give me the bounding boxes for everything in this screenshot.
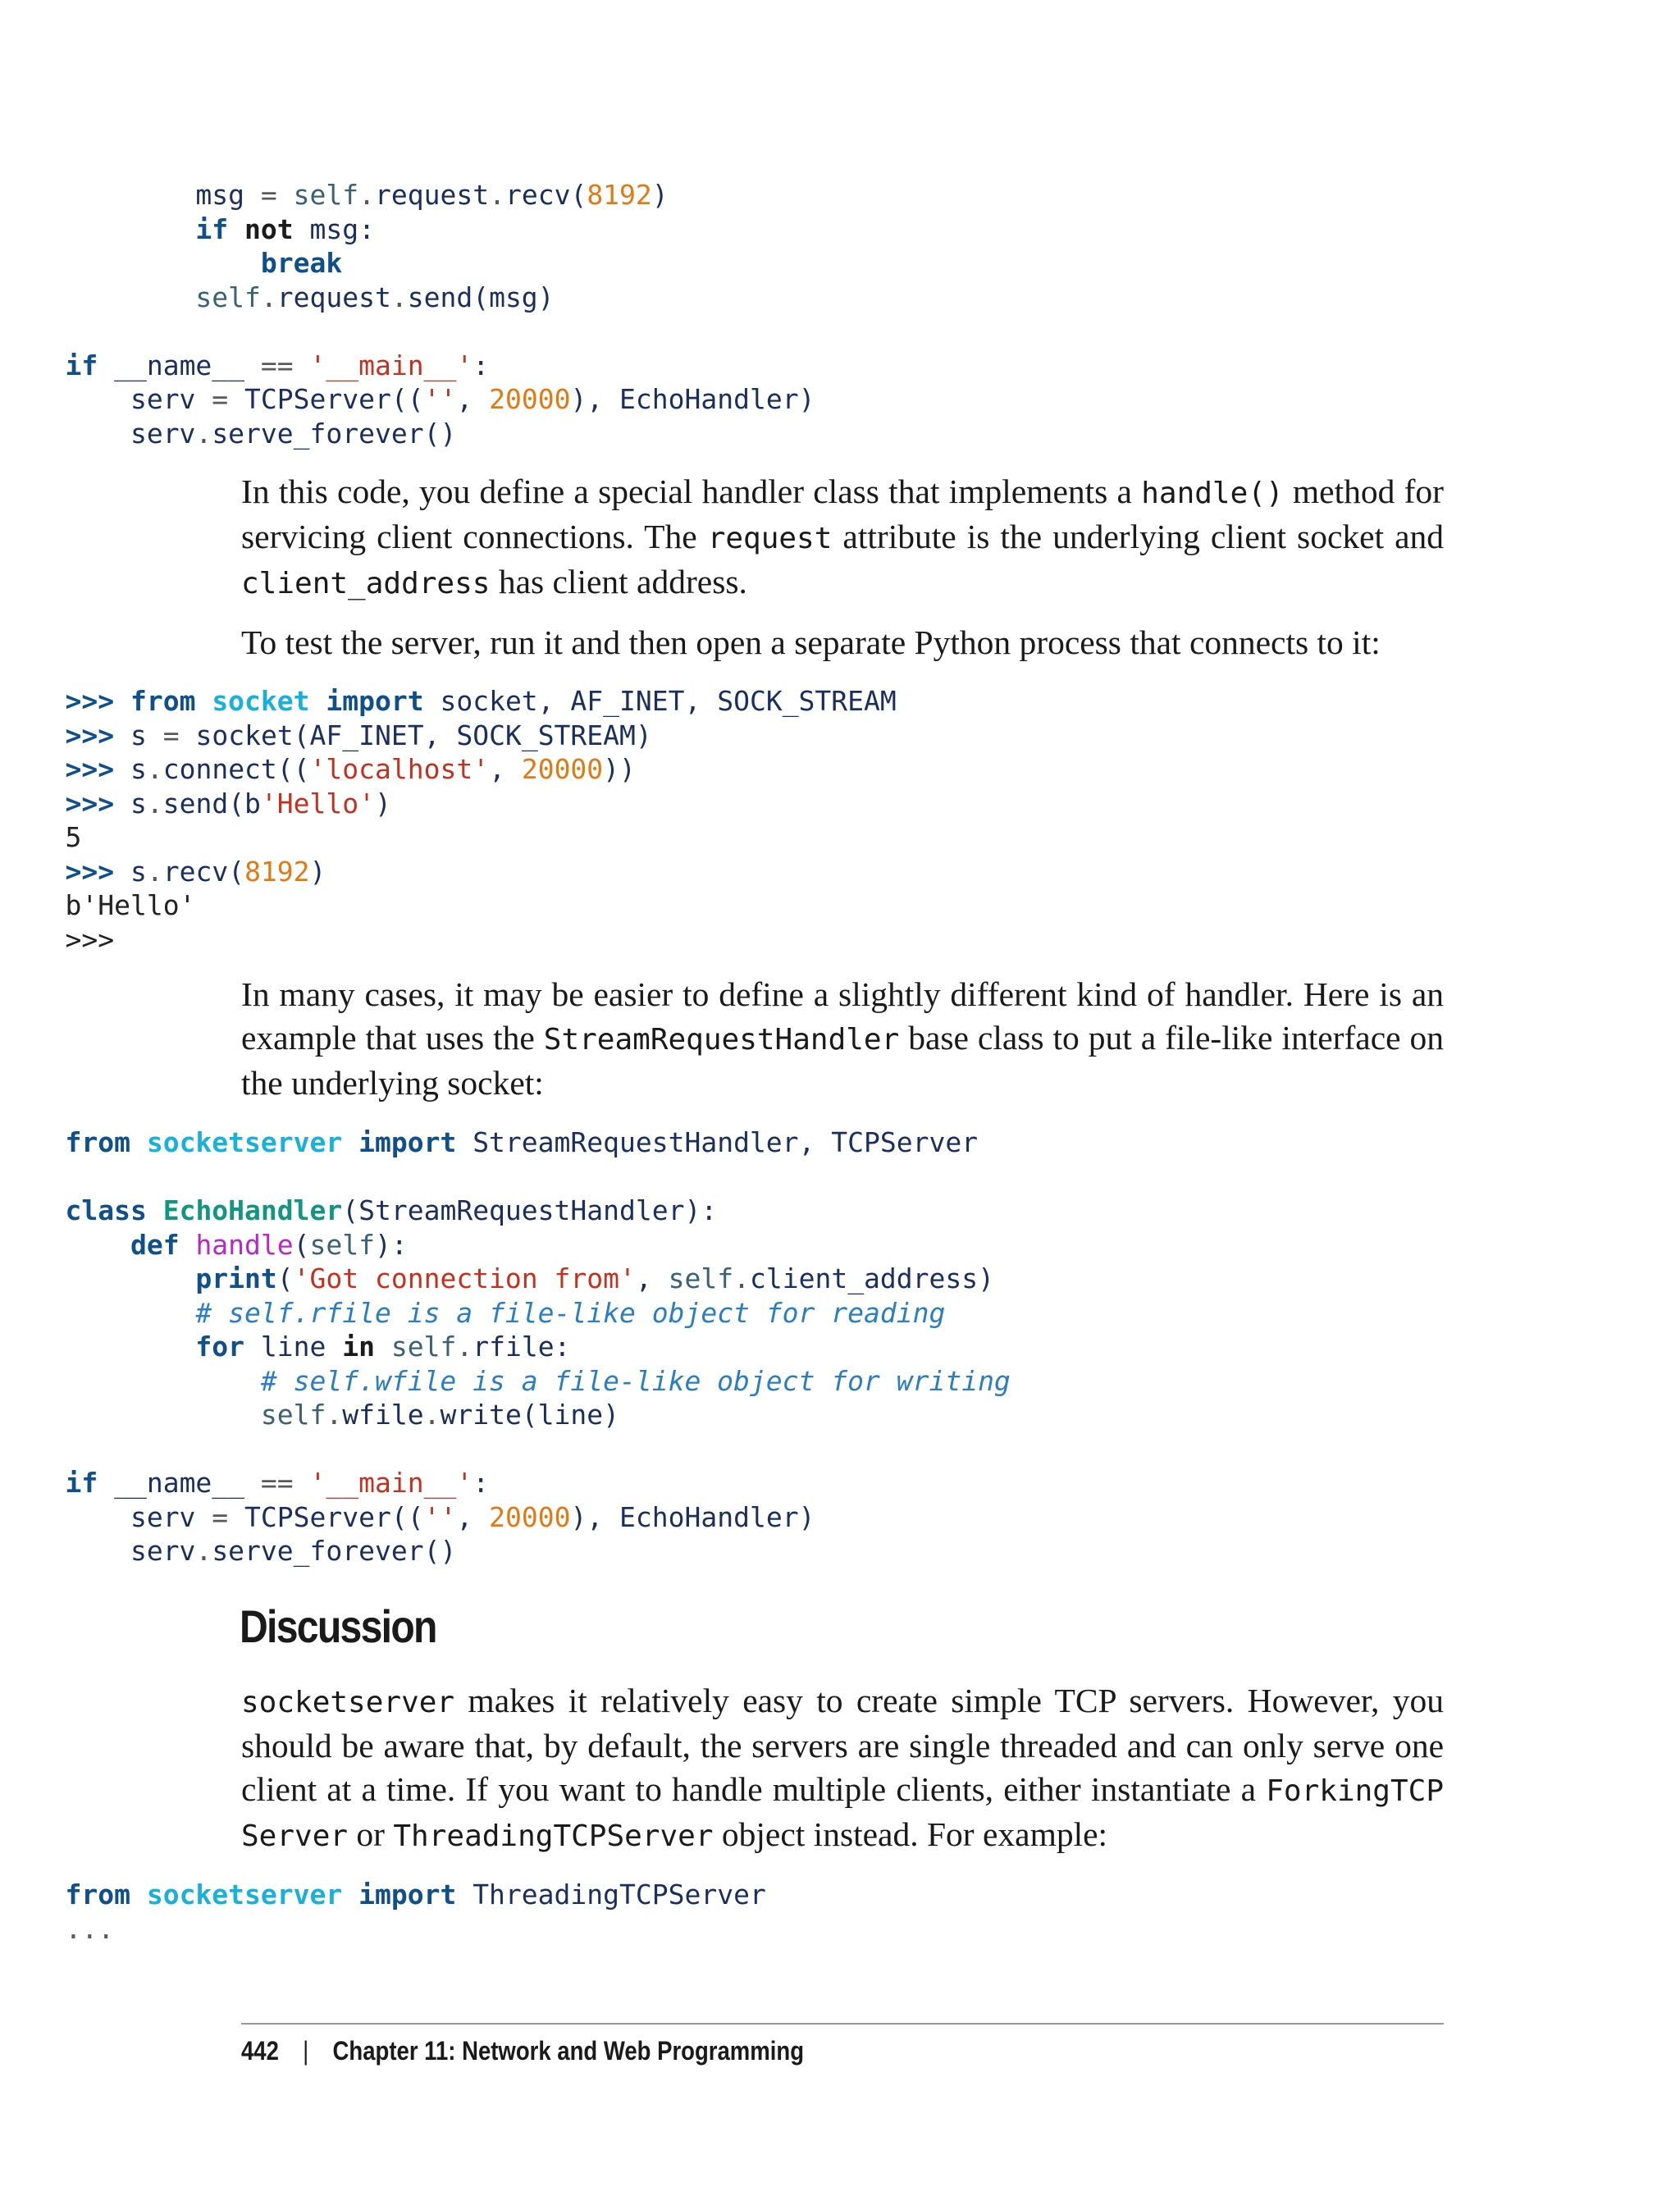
code-token: from (130, 685, 212, 717)
code-token: 8192 (587, 179, 652, 211)
code-token: . (195, 417, 212, 450)
code-token: 'localhost' (309, 753, 490, 785)
paragraph-stream-handler (241, 973, 1444, 1105)
paragraph-discussion (241, 1679, 1444, 1858)
code-token (0, 1229, 130, 1261)
code-token: request (276, 281, 391, 313)
paragraph-text: method for servicing client connections. The (241, 472, 1444, 555)
code-token: = (212, 1500, 245, 1533)
code-token (0, 213, 195, 245)
code-token: : (472, 349, 490, 381)
code-line (0, 752, 897, 787)
code-line (0, 212, 815, 247)
code-token: break (260, 247, 343, 279)
code-token: if (65, 349, 115, 381)
code-token: import (358, 1879, 473, 1911)
code-token: : (472, 1467, 490, 1499)
code-token: serve_forever() (212, 417, 457, 450)
code-token: from (65, 1879, 147, 1911)
code-line (0, 1262, 1011, 1296)
code-token: s (130, 855, 147, 888)
inline-code: ThreadingTCPServer (393, 1819, 714, 1853)
footer-separator: | (303, 2036, 309, 2066)
code-token: )) (603, 753, 636, 785)
code-line (0, 1912, 766, 1947)
code-token: EchoHandler (162, 1194, 343, 1226)
code-token: send(b (162, 787, 261, 819)
code-token: . (733, 1262, 750, 1294)
code-token: serv (130, 1500, 212, 1533)
code-token: . (456, 1331, 473, 1363)
code-block-echo-handler-tail (0, 178, 815, 450)
code-token (0, 1399, 261, 1431)
code-token (0, 1297, 195, 1329)
code-line (0, 820, 897, 855)
code-token: . (390, 281, 408, 313)
code-token (0, 281, 195, 313)
code-token (0, 1262, 195, 1294)
code-line (0, 923, 897, 957)
code-token: # self.rfile is a file-like object for reading (195, 1296, 946, 1329)
code-token: socket (212, 685, 326, 717)
code-line (0, 1160, 1011, 1194)
code-token: 'Got connection from' (293, 1262, 636, 1294)
code-token: ) (375, 787, 391, 819)
code-token: ( (276, 1262, 294, 1294)
paragraph-text: has client address. (490, 563, 747, 600)
code-token: = (212, 383, 245, 415)
code-token (0, 418, 130, 450)
code-token: line (260, 1331, 343, 1363)
code-token: from (65, 1126, 147, 1158)
code-token: class (65, 1194, 163, 1226)
code-token (0, 179, 195, 211)
code-token: == (260, 349, 310, 381)
code-token: . (146, 753, 163, 785)
code-token (0, 856, 65, 888)
code-token (0, 821, 65, 853)
code-token: 20000 (521, 753, 604, 785)
code-token (0, 1467, 65, 1499)
code-line (0, 1398, 1011, 1432)
code-token: ) (309, 855, 326, 888)
code-line (0, 1878, 766, 1912)
code-line (0, 1194, 1011, 1228)
code-token: b'Hello' (65, 889, 196, 921)
code-token: >>> (65, 719, 130, 751)
code-line (0, 349, 815, 383)
code-token: 20000 (489, 1500, 571, 1533)
code-token: serv (130, 1535, 196, 1567)
code-token: >>> (65, 787, 130, 819)
code-token: ), EchoHandler) (570, 383, 815, 415)
code-token: . (423, 1399, 441, 1431)
code-token: socketserver (146, 1879, 359, 1911)
code-token: >>> (65, 685, 130, 717)
code-token (0, 349, 65, 381)
code-token: self (195, 281, 261, 313)
code-token (0, 247, 261, 279)
code-token: TCPServer(( (244, 383, 424, 415)
code-line (0, 684, 897, 719)
code-line (0, 1125, 1011, 1160)
code-block-stream-handler (0, 1125, 1011, 1568)
code-token: write(line) (440, 1399, 620, 1431)
inline-code: StreamRequestHandler (543, 1023, 900, 1057)
code-line (0, 178, 815, 212)
section-heading-discussion: Discussion (240, 1600, 436, 1652)
code-token (0, 1126, 65, 1158)
footer-rule (241, 2023, 1444, 2025)
code-token: ) (651, 179, 669, 211)
code-token: for (195, 1331, 261, 1363)
code-token: s (130, 787, 147, 819)
code-token: '__main__' (309, 349, 473, 381)
code-token (0, 753, 65, 785)
code-token: s (130, 753, 147, 785)
code-token: self (668, 1262, 734, 1294)
code-token (0, 1535, 130, 1567)
code-token: recv( (504, 179, 587, 211)
code-token: handle (195, 1228, 294, 1261)
code-token: if (195, 212, 245, 245)
code-token (0, 924, 65, 956)
code-token (0, 889, 65, 921)
paragraph-text: makes it relatively easy to create simple TCP servers. However, you should be aware that, by default, the servers are single threaded and can only serve one client at a time. If you want to handle multiple clients, either instantiate a (241, 1682, 1444, 1808)
code-line (0, 281, 815, 315)
code-token: , (635, 1262, 669, 1294)
code-block-threading-server (0, 1878, 766, 1946)
code-token: self (309, 1228, 376, 1261)
page-number: 442 (241, 2036, 279, 2066)
code-token: connect(( (162, 753, 310, 785)
code-token: ( (293, 1228, 310, 1261)
code-token (0, 1913, 65, 1945)
code-line (0, 1296, 1011, 1331)
code-token: . (326, 1399, 343, 1431)
paragraph-text: In this code, you define a special handler class that implements a (241, 472, 1142, 510)
code-line (0, 1500, 1011, 1535)
code-token: TCPServer(( (244, 1500, 424, 1533)
code-token: # self.wfile is a file-like object for writing (260, 1364, 1011, 1397)
code-token (0, 1879, 65, 1911)
code-line (0, 417, 815, 451)
code-token: >>> (65, 855, 130, 888)
code-token: (StreamRequestHandler): (342, 1194, 718, 1226)
code-line (0, 719, 897, 753)
code-token: not (244, 212, 310, 245)
code-token: 20000 (489, 383, 571, 415)
code-token: >>> (65, 923, 115, 956)
code-token: s (130, 719, 163, 751)
code-token: __name__ (114, 349, 261, 381)
code-token (0, 788, 65, 819)
code-token (0, 1331, 195, 1363)
inline-code: request (707, 522, 833, 555)
code-token: self (293, 179, 359, 211)
code-token: '' (423, 1500, 457, 1533)
paragraph-text: base class to put a file-like interface on the underlying socket: (241, 1019, 1444, 1102)
code-token (0, 383, 130, 415)
code-token: . (358, 179, 376, 211)
code-token: == (260, 1467, 310, 1499)
code-token: , (489, 753, 522, 785)
code-token: ), EchoHandler) (570, 1500, 815, 1533)
code-token: ): (375, 1228, 408, 1261)
code-token: serv (130, 383, 212, 415)
code-token (0, 1365, 261, 1397)
code-line (0, 1228, 1011, 1262)
code-token: '' (423, 383, 457, 415)
code-token: ... (65, 1912, 115, 1945)
code-token: 'Hello' (260, 787, 376, 819)
code-token: msg: (309, 212, 375, 245)
code-token: ThreadingTCPServer (472, 1879, 766, 1911)
code-token: 8192 (244, 855, 310, 888)
code-token: request (375, 179, 490, 211)
code-token: self (390, 1331, 457, 1363)
code-token: = (260, 179, 294, 211)
inline-code: socketserver (241, 1686, 455, 1719)
code-line (0, 1330, 1011, 1364)
paragraph-text: object instead. For example: (713, 1815, 1108, 1853)
code-token: client_address) (749, 1262, 994, 1294)
code-block-interactive-session (0, 684, 897, 956)
code-token: msg (195, 179, 261, 211)
code-token: = (162, 719, 196, 751)
code-line (0, 855, 897, 889)
code-token: socket(AF_INET, SOCK_STREAM) (195, 719, 652, 751)
code-token: . (146, 787, 163, 819)
code-token: send(msg) (407, 281, 555, 313)
code-token: socketserver (146, 1126, 359, 1158)
code-token: 5 (65, 821, 82, 853)
code-token: . (146, 855, 163, 888)
code-line (0, 382, 815, 417)
page-footer (241, 2036, 804, 2066)
code-token: '__main__' (309, 1467, 473, 1499)
code-line (0, 888, 897, 923)
code-line (0, 314, 815, 349)
code-token (0, 685, 65, 717)
code-token: serv (130, 417, 196, 450)
code-token: >>> (65, 753, 130, 785)
inline-code: handle() (1141, 477, 1284, 510)
paragraph-test-server (241, 621, 1444, 664)
code-token: . (489, 179, 505, 211)
code-token: socket, AF_INET, SOCK_STREAM (440, 685, 897, 717)
code-token (0, 1194, 65, 1226)
code-token: recv( (162, 855, 245, 888)
code-token: in (342, 1331, 391, 1363)
code-line (0, 1364, 1011, 1399)
code-token: __name__ (114, 1467, 261, 1499)
code-token: StreamRequestHandler, TCPServer (472, 1126, 979, 1158)
code-line (0, 246, 815, 281)
code-token (0, 719, 65, 751)
code-token: print (195, 1262, 277, 1294)
code-token: def (130, 1228, 196, 1261)
chapter-title: Chapter 11: Network and Web Programming (332, 2036, 805, 2066)
code-token: if (65, 1467, 115, 1499)
paragraph-handler-explanation (241, 470, 1444, 605)
code-token: , (456, 1500, 490, 1533)
paragraph-text: In many cases, it may be easier to define a slightly different kind of handler. Here is an example that uses the (241, 975, 1444, 1057)
code-token: wfile (342, 1399, 424, 1431)
code-token: import (326, 685, 441, 717)
code-line (0, 1466, 1011, 1500)
code-line (0, 787, 897, 821)
code-token (0, 1501, 130, 1533)
code-token: import (358, 1126, 473, 1158)
code-token: , (456, 383, 490, 415)
paragraph-text: attribute is the underlying client socket and (832, 518, 1445, 555)
code-token: . (195, 1535, 212, 1567)
inline-code: ForkingTCP Server (241, 1774, 1444, 1853)
code-token: . (260, 281, 277, 313)
code-token: self (260, 1399, 326, 1431)
code-line (0, 1534, 1011, 1568)
code-line (0, 1432, 1011, 1467)
inline-code: client_address (241, 567, 491, 600)
paragraph-text: To test the server, run it and then open a separate Python process that connects to it: (241, 623, 1381, 661)
code-token: rfile: (472, 1331, 571, 1363)
paragraph-text: or (348, 1815, 394, 1853)
code-token: serve_forever() (212, 1535, 457, 1567)
